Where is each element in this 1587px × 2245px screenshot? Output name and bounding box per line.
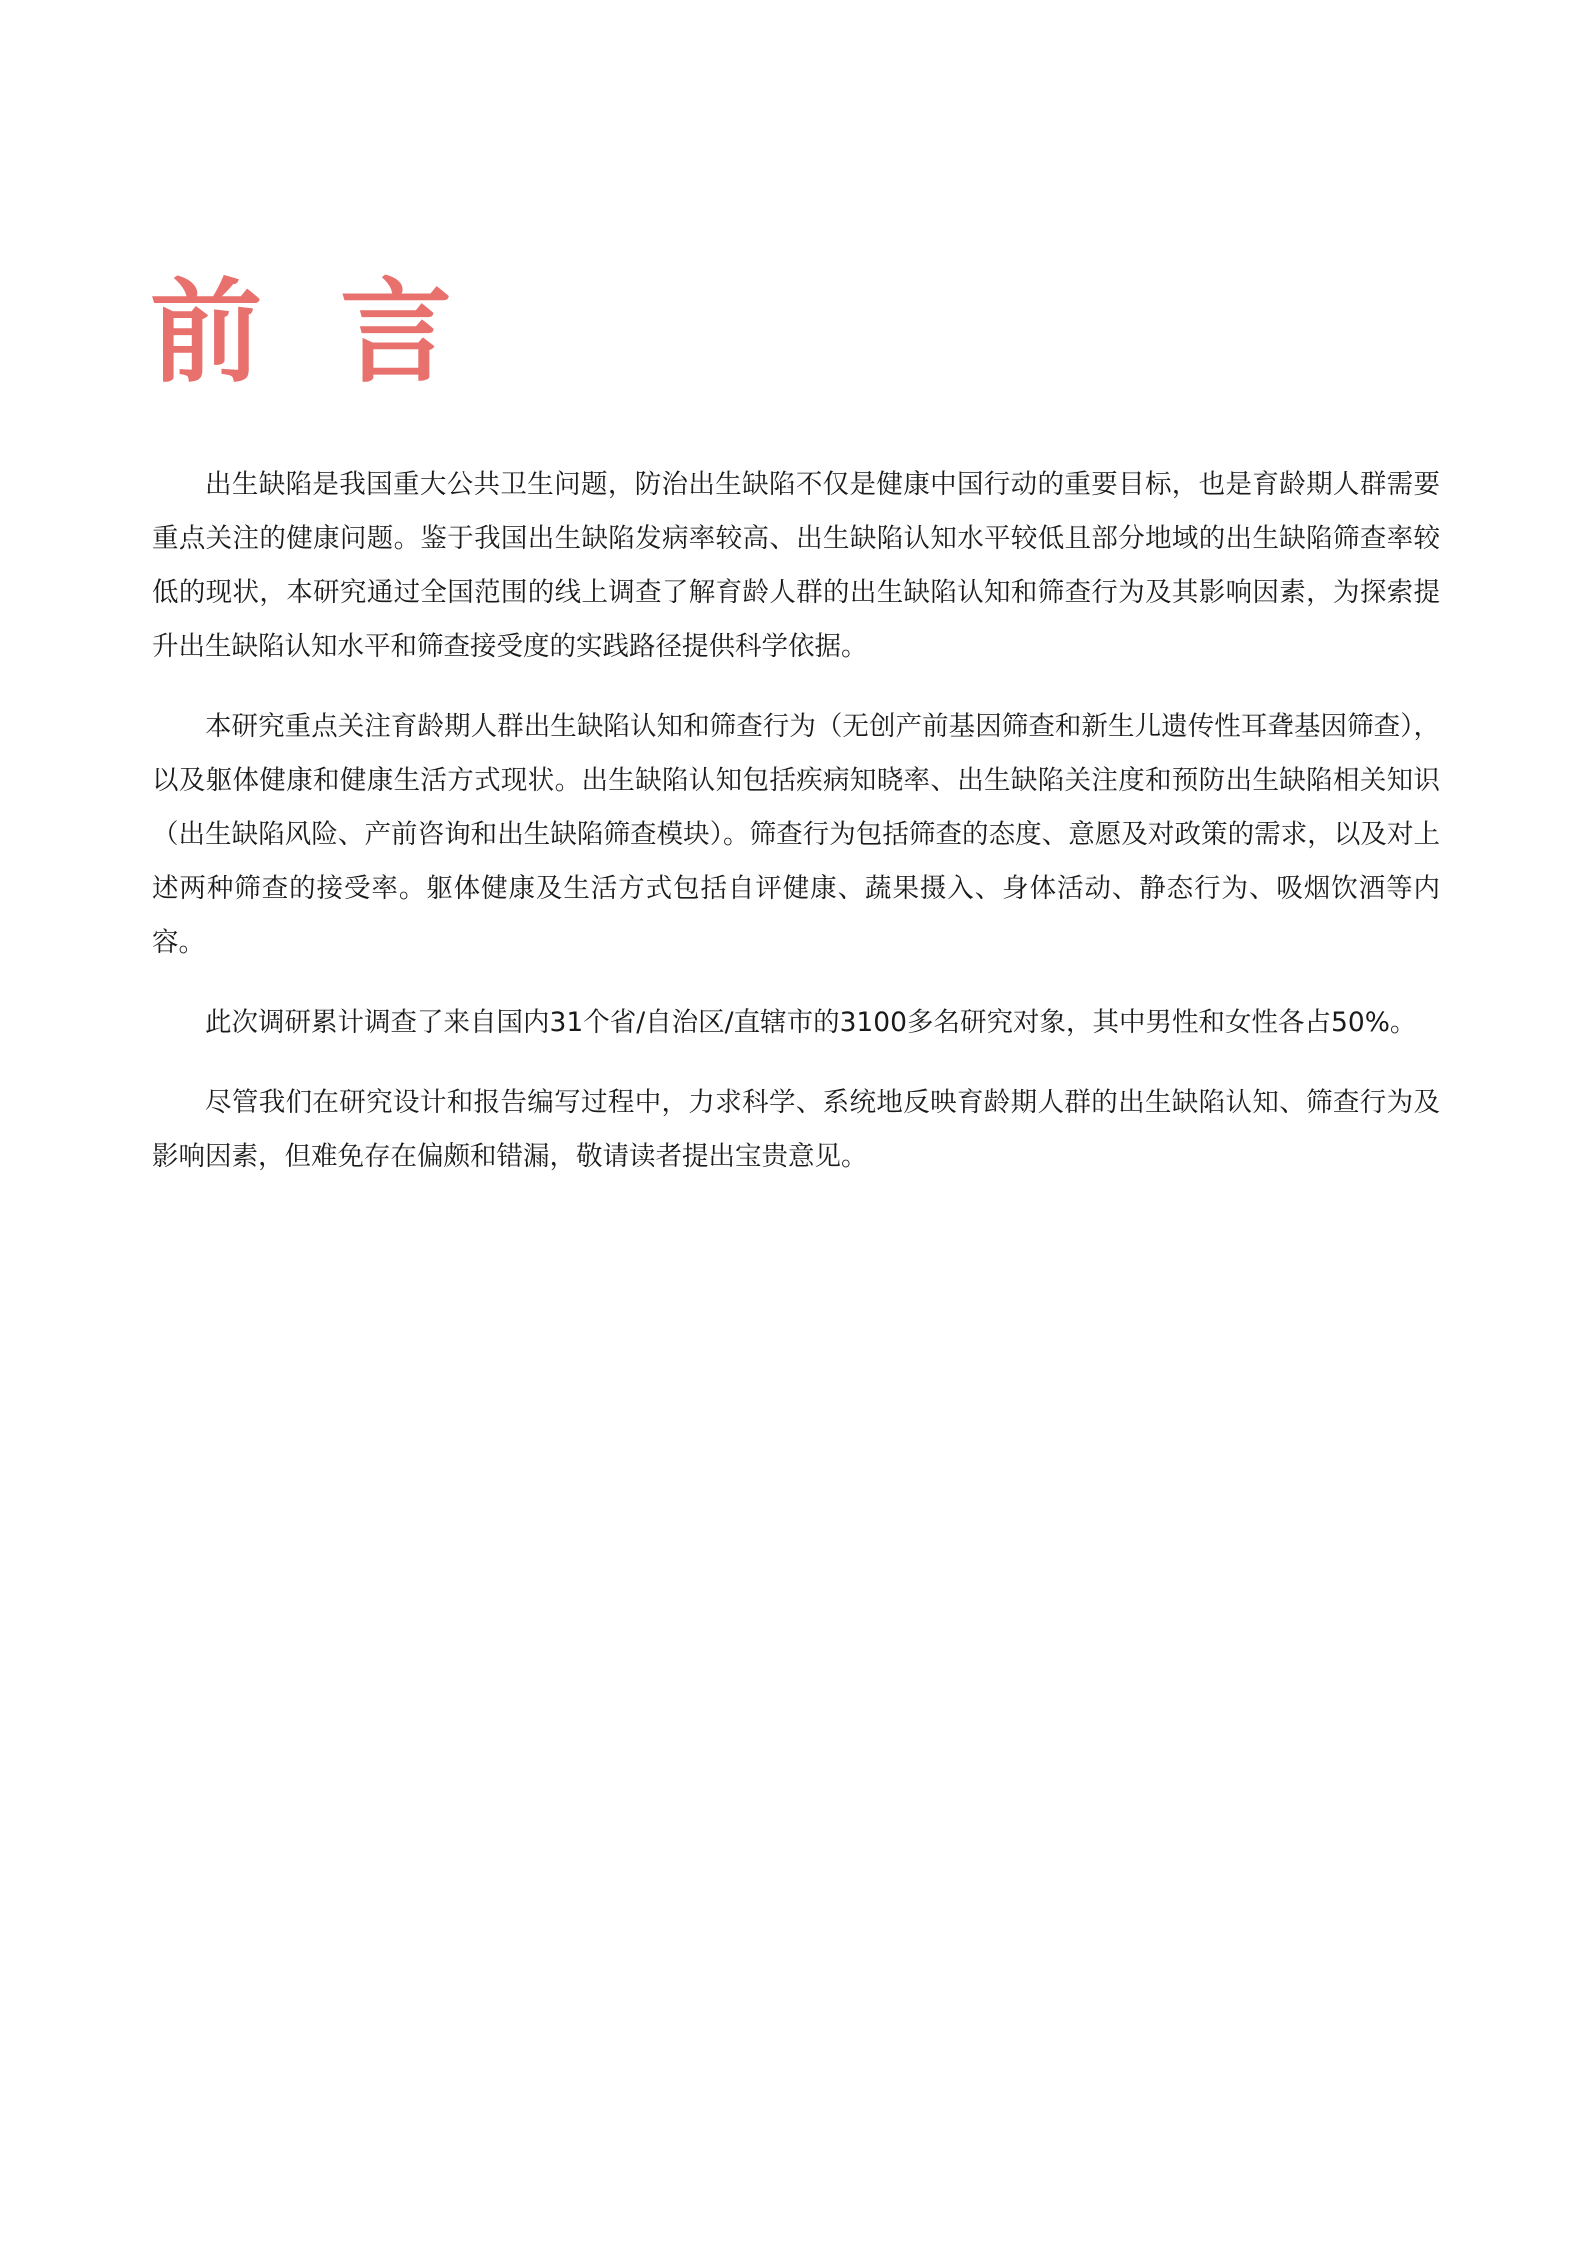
paragraph: 本研究重点关注育龄期人群出生缺陷认知和筛查行为（无创产前基因筛查和新生儿遗传性耳聋基因筛查），以及躯体健康和健康生活方式现状。出生缺陷认知包括疾病知晓率、出生缺陷关注度和预防出生缺陷相关知识（出生缺陷风险、产前咨询和出生缺陷筛查模块）。筛查行为包括筛查的态度、意愿及对政策的需求，以及对上述两种筛查的接受率。躯体健康及生活方式包括自评健康、蔬果摄入、身体活动、静态行为、吸烟饮酒等内容。 [152, 711, 1440, 958]
paragraph: 出生缺陷是我国重大公共卫生问题，防治出生缺陷不仅是健康中国行动的重要目标，也是育龄期人群需要重点关注的健康问题。鉴于我国出生缺陷发病率较高、出生缺陷认知水平较低且部分地域的出生缺陷筛查率较低的现状，本研究通过全国范围的线上调查了解育龄人群的出生缺陷认知和筛查行为及其影响因素，为探索提升出生缺陷认知水平和筛查接受度的实践路径提供科学依据。 [152, 469, 1440, 662]
paragraph: 此次调研累计调查了来自国内31个省/自治区/直辖市的3100多名研究对象，其中男性和女性各占50%。 [205, 1007, 1417, 1038]
paragraph: 尽管我们在研究设计和报告编写过程中，力求科学、系统地反映育龄期人群的出生缺陷认知、筛查行为及影响因素，但难免存在偏颇和错漏，敬请读者提出宝贵意见。 [152, 1087, 1440, 1172]
page-title: 前言 [150, 268, 530, 398]
body-text [152, 458, 1440, 1210]
